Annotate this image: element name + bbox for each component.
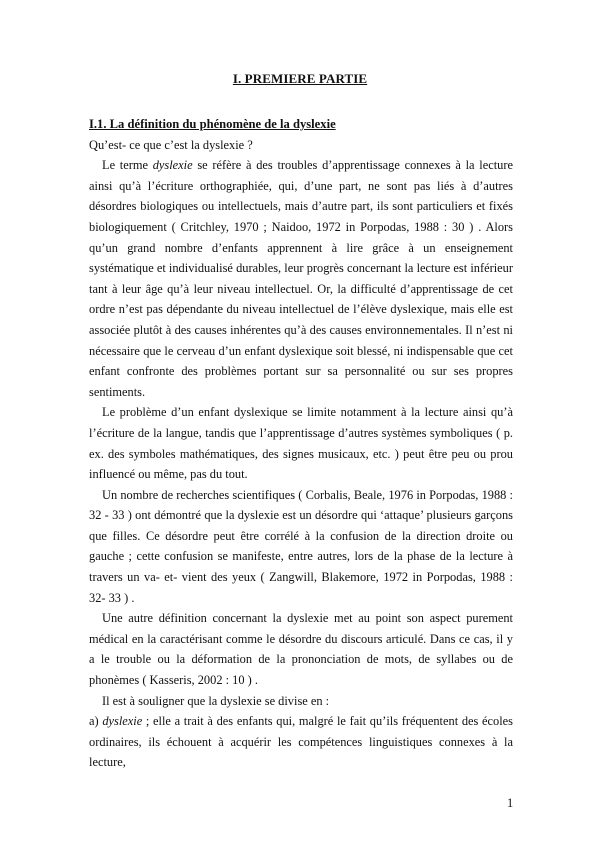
paragraph-lead: Le terme	[102, 158, 153, 173]
paragraph-division-intro: Il est à souligner que la dyslexie se divise en :	[102, 693, 330, 708]
paragraph-text: se réfère à des troubles d’apprentissage connexes à la lecture ainsi qu’à l’écriture orthographiée, qui, d’une part, ne sont pas liés à d’autres désordres biologiques ou intellectuels, mais d’autre part, ils sont particuliers et fixés biologiquement ( Critchley, 1970 ; Naidoo, 1972 in Porpodas, 1988 : 30 ) . Alors qu’un grand nombre d’enfants apprennent à lire grâce à un enseignement systématique et individualisé durables, leur progrès concernant la lecture est inférieur tant à leur âge qu’à leur niveau intellectuel. Or, la difficulté d’apprentissage de cet ordre n’est pas dépendante du niveau intellectuel de l’élève dyslexique, mais elle est associée plutôt à des causes inhérentes qu’à des causes environnementales. Il n’est ni nécessaire que le cerveau d’un enfant dyslexique soit blessé, ni indispensable que cet enfant confronte des problèmes portant sur sa personnalité ou sur ses propres sentiments.	[89, 158, 513, 399]
item-text: ; elle a trait à des enfants qui, malgré le fait qu’ils fréquentent des écoles ordinaires, ils échouent à acquérir les compétences linguistiques connexes à la lecture,	[89, 714, 513, 770]
paragraph-definition	[89, 155, 513, 402]
paragraph-item-a	[89, 711, 513, 773]
question-line: Qu’est- ce que c’est la dyslexie ?	[89, 137, 253, 152]
section-heading: I.1. La définition du phénomène de la dyslexie	[89, 117, 336, 131]
paragraph-research: Un nombre de recherches scientifiques ( Corbalis, Beale, 1976 in Porpodas, 1988 : 32 - 33 ) ont démontré que la dyslexie est un désordre qui ‘attaque’ plusieurs garçons que filles. Ce désordre peut être corrélé à la confusion de la direction droite ou gauche ; cette confusion se manifeste, entre autres, lors de la phase de la lecture à travers un va- et- vient des yeux ( Zangwill, Blakemore, 1972 in Porpodas, 1988 : 32- 33 ) .	[89, 487, 513, 605]
page-number: 1	[507, 796, 514, 810]
term-dyslexie: dyslexie	[102, 714, 143, 729]
part-title: I. PREMIERE PARTIE	[232, 71, 368, 86]
paragraph-medical-definition: Une autre définition concernant la dyslexie met au point son aspect purement médical en la caractérisant comme le désordre du discours articulé. Dans ce cas, il y a le trouble ou la déformation de la prononciation de mots, de syllabes ou de phonèmes ( Kasseris, 2002 : 10 ) .	[89, 611, 513, 688]
paragraph-problem: Le problème d’un enfant dyslexique se limite notamment à la lecture ainsi qu’à l’écriture de la langue, tandis que l’apprentissage d’autres systèmes symboliques ( p. ex. des symboles mathématiques, des signes musicaux, etc. ) peut être peu ou prou influencé ou même, pas du tout.	[89, 405, 513, 482]
item-marker: a)	[89, 714, 103, 729]
term-dyslexie: dyslexie	[152, 158, 193, 173]
document-body	[89, 114, 513, 773]
